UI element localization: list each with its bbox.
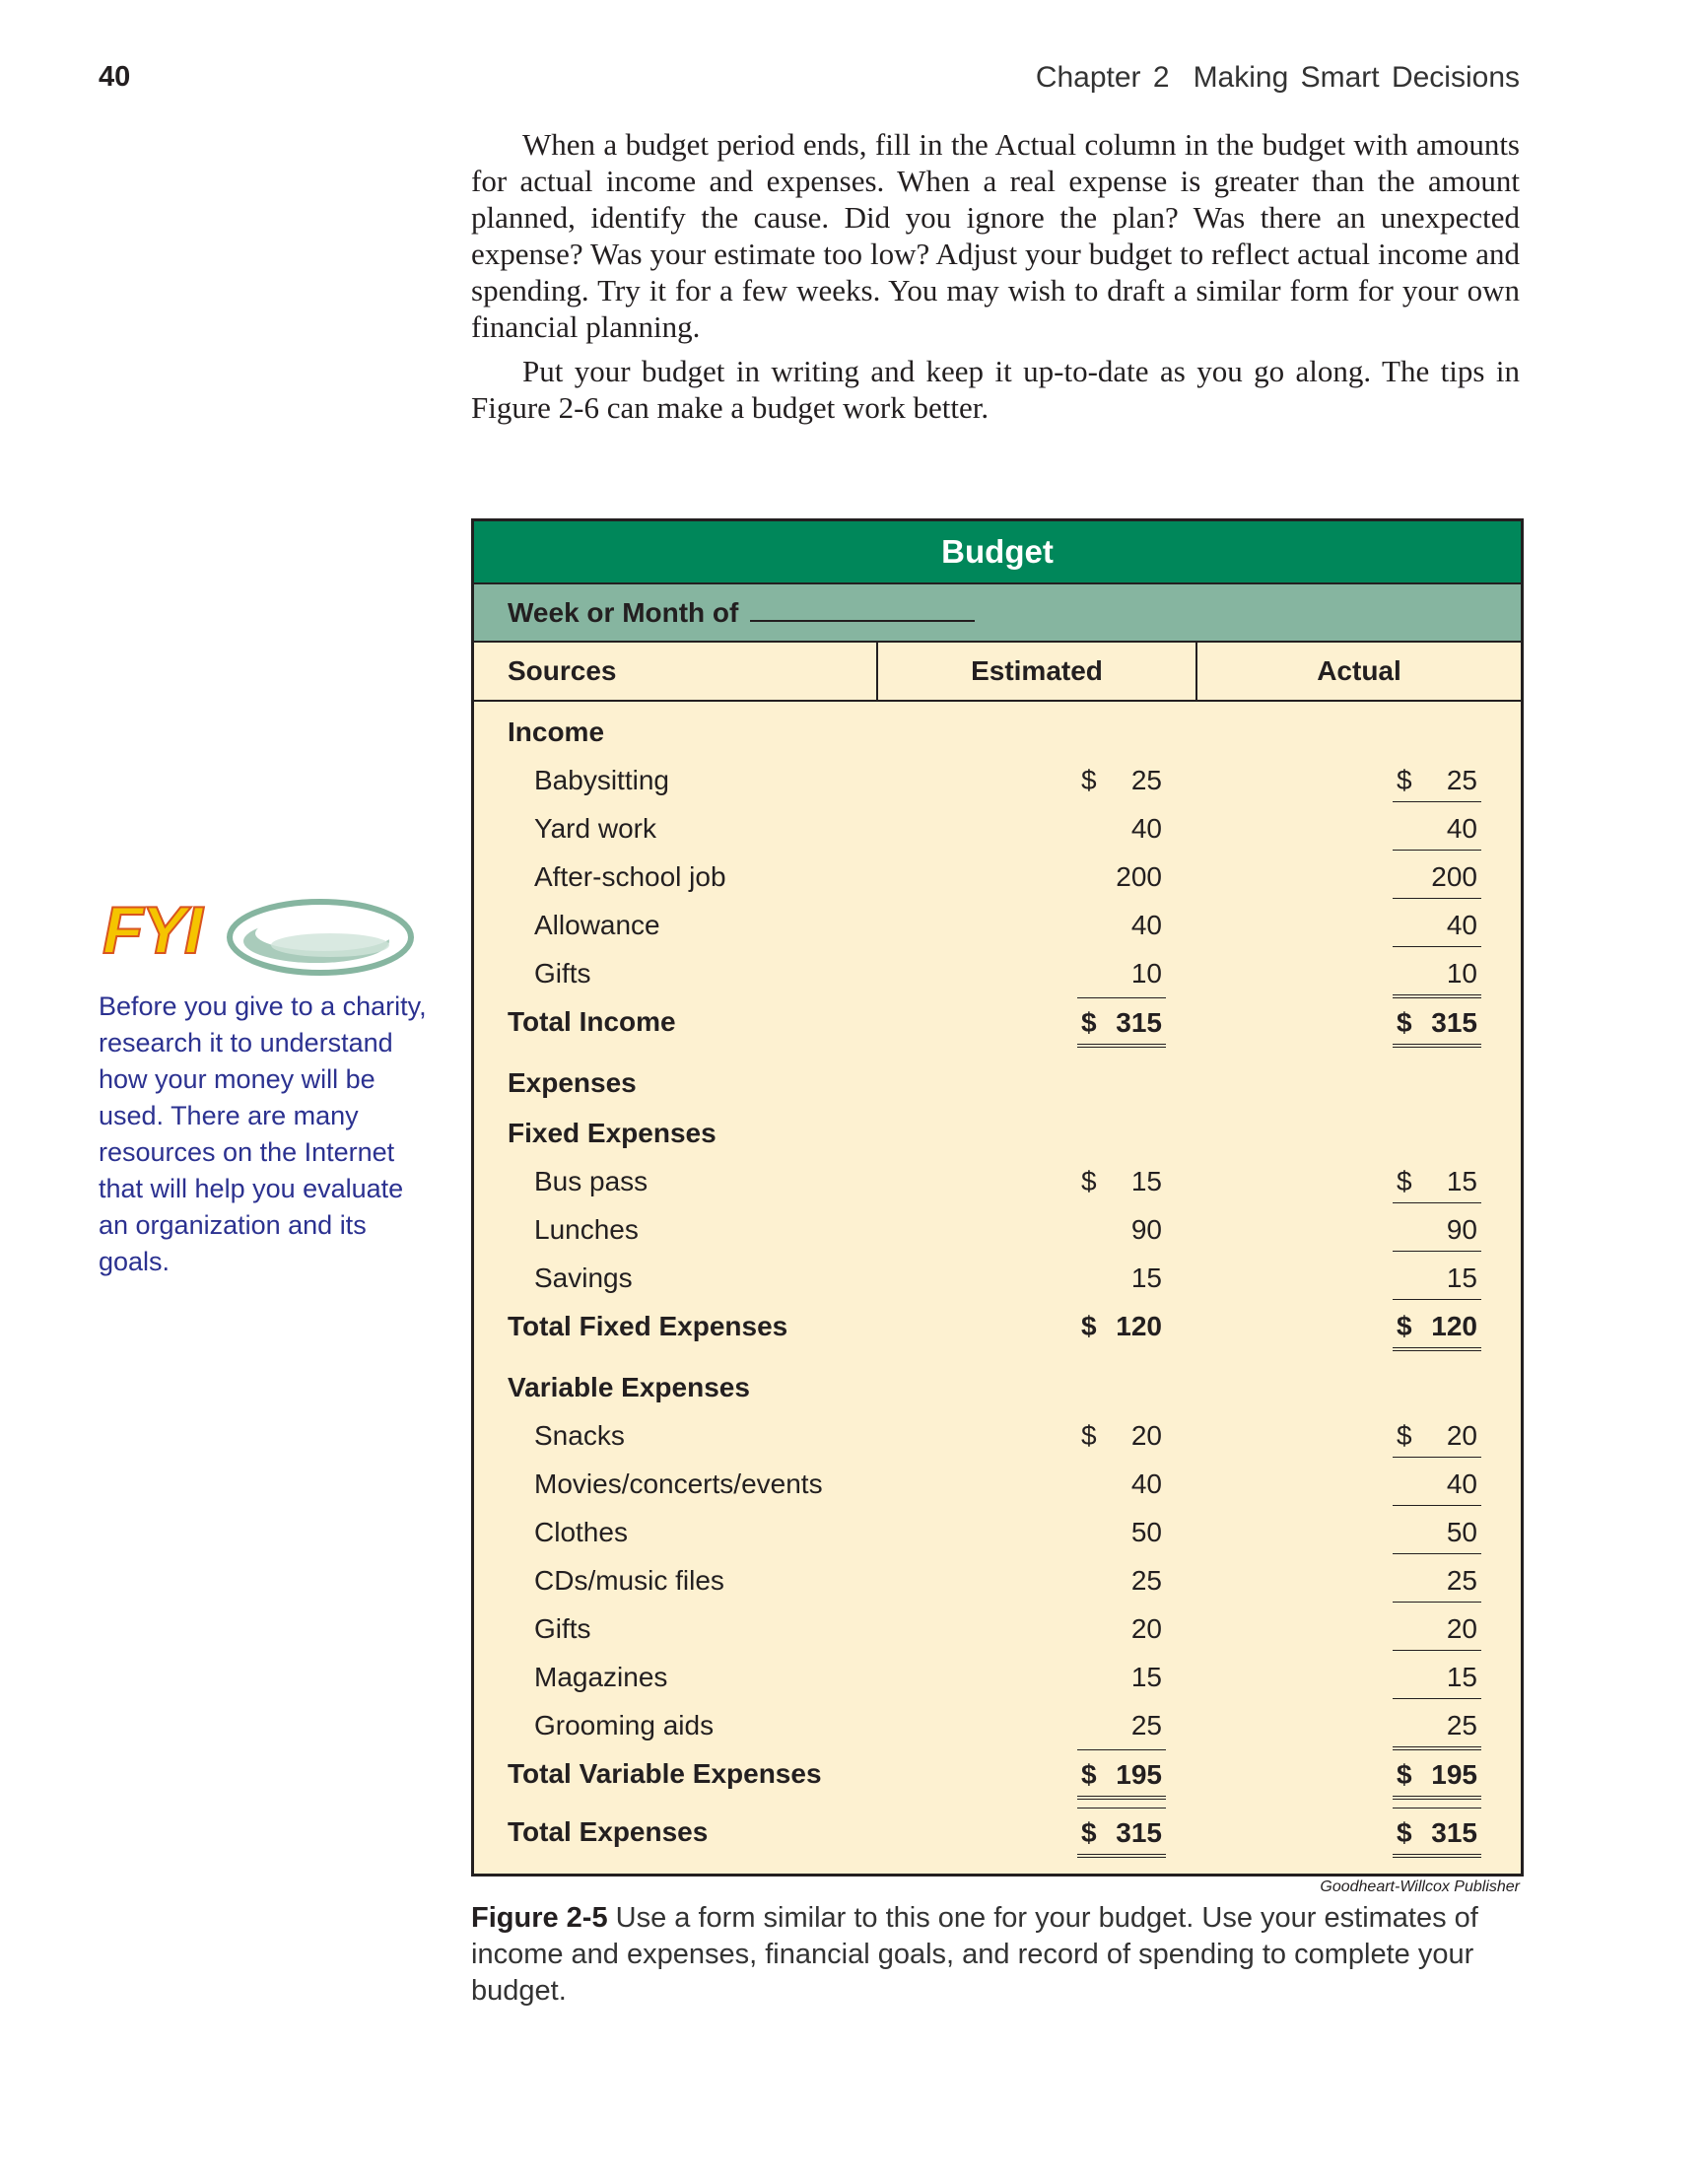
estimated-cell [1077,1653,1166,1698]
estimated-amount: 20 [1130,1420,1162,1451]
actual-amount: 15 [1446,1263,1477,1293]
actual-cell [1393,997,1481,1048]
dollar-sign: $ [1081,1311,1097,1341]
row-label: Movies/concerts/events [534,1468,823,1499]
section-heading-row [474,1109,1521,1157]
estimated-cell [1077,1157,1166,1202]
row-label: Grooming aids [534,1710,715,1740]
row-label: Gifts [534,1613,591,1644]
actual-amount: 20 [1446,1420,1477,1451]
estimated-amount: 195 [1116,1759,1162,1790]
row-label: Gifts [534,958,591,989]
actual-amount: 120 [1431,1311,1477,1341]
actual-cell [1393,1302,1481,1351]
actual-cell [1393,1157,1481,1203]
actual-amount: 315 [1431,1817,1477,1848]
actual-amount: 15 [1446,1166,1477,1196]
estimated-cell [1077,949,1166,994]
header-estimated: Estimated [878,643,1197,700]
estimated-cell [1077,1808,1166,1858]
budget-item-row [474,1604,1521,1653]
budget-total-row [474,1302,1521,1350]
actual-cell [1393,1460,1481,1506]
estimated-amount: 40 [1130,910,1162,940]
actual-amount: 25 [1446,765,1477,795]
budget-total-row [474,997,1521,1046]
fyi-text: Before you give to a charity, research it to understand how your money will be used. There are many resources on the Internet that will help you evaluate an organization and its goals. [99,991,427,1276]
dollar-sign: $ [1081,1759,1097,1790]
section-heading-row [474,1058,1521,1107]
estimated-amount: 40 [1130,813,1162,844]
actual-cell [1393,756,1481,802]
actual-cell [1393,1508,1481,1554]
header-actual: Actual [1317,655,1401,686]
row-label: Expenses [508,1067,637,1098]
row-label: CDs/music files [534,1565,724,1596]
estimated-cell [1077,756,1166,801]
actual-amount: 90 [1446,1214,1477,1245]
row-label: Bus pass [534,1166,649,1196]
estimated-cell [1077,1556,1166,1602]
actual-amount: 20 [1446,1613,1477,1644]
actual-cell [1393,1808,1481,1858]
estimated-cell [1077,1701,1166,1746]
figure-caption [471,1900,1520,2010]
dollar-sign: $ [1397,1420,1412,1451]
column-headers [474,643,1521,702]
row-label: Savings [534,1263,633,1293]
estimated-cell [1077,1302,1166,1347]
estimated-cell [1077,853,1166,898]
row-label: Magazines [534,1662,668,1692]
estimated-amount: 50 [1130,1517,1162,1547]
dollar-sign: $ [1397,1759,1412,1790]
dollar-sign: $ [1397,765,1412,795]
actual-amount: 40 [1446,813,1477,844]
row-label: After-school job [534,861,726,892]
actual-amount: 40 [1446,1468,1477,1499]
section-heading-row [474,708,1521,756]
running-head [1036,61,1520,95]
row-label: Total Fixed Expenses [508,1311,788,1341]
estimated-amount: 20 [1130,1613,1162,1644]
estimated-cell [1077,1508,1166,1553]
estimated-cell [1077,1254,1166,1299]
estimated-amount: 90 [1130,1214,1162,1245]
body-text [471,126,1520,434]
actual-amount: 15 [1446,1662,1477,1692]
row-label: Total Expenses [508,1816,709,1847]
estimated-amount: 15 [1130,1662,1162,1692]
actual-cell [1393,1653,1481,1699]
dollar-sign: $ [1081,1817,1097,1848]
estimated-amount: 25 [1130,1710,1162,1740]
body-paragraph: Put your budget in writing and keep it up-to-date as you go along. The tips in Figure 2-6 can make a budget work better. [471,354,1520,425]
fyi-logo [99,892,434,981]
budget-item-row [474,804,1521,853]
estimated-cell [1077,1749,1166,1800]
running-head-chapter: Chapter 2 [1035,61,1170,94]
page-number: 40 [99,61,131,93]
dollar-sign: $ [1081,765,1097,795]
budget-item-row [474,756,1521,804]
budget-item-row [474,949,1521,997]
actual-cell [1393,901,1481,947]
estimated-cell [1077,1205,1166,1251]
actual-amount: 25 [1446,1565,1477,1596]
dollar-sign: $ [1397,1817,1412,1848]
actual-amount: 25 [1446,1710,1477,1740]
running-head-title: Making Smart Decisions [1193,61,1520,94]
budget-item-row [474,1411,1521,1460]
budget-item-row [474,1653,1521,1701]
budget-total-row [474,1808,1521,1856]
week-or-month-row [474,584,1521,643]
row-label: Total Variable Expenses [508,1758,822,1789]
section-heading-row [474,1363,1521,1411]
dollar-sign: $ [1397,1166,1412,1196]
budget-item-row [474,853,1521,901]
swoosh-icon [222,888,419,987]
row-label: Snacks [534,1420,625,1451]
estimated-cell [1077,1411,1166,1457]
estimated-amount: 25 [1130,1565,1162,1596]
estimated-amount: 200 [1116,861,1162,892]
budget-item-row [474,1205,1521,1254]
estimated-amount: 15 [1130,1263,1162,1293]
estimated-cell [1077,1604,1166,1650]
estimated-amount: 15 [1130,1166,1162,1196]
estimated-amount: 40 [1130,1468,1162,1499]
actual-amount: 200 [1431,861,1477,892]
row-label: Yard work [534,813,656,844]
budget-item-row [474,1701,1521,1749]
dollar-sign: $ [1081,1166,1097,1196]
budget-item-row [474,1157,1521,1205]
budget-item-row [474,1556,1521,1604]
budget-item-row [474,901,1521,949]
row-label: Clothes [534,1517,628,1547]
week-blank-line [750,596,975,622]
actual-cell [1393,804,1481,851]
row-label: Babysitting [534,765,669,795]
row-label: Lunches [534,1214,639,1245]
figure-number: Figure 2-5 [471,1902,608,1934]
body-paragraph: When a budget period ends, fill in the Actual column in the budget with amounts for actual income and expenses. When a real expense is greater than the amount planned, identify the cause. Did you ignore the plan? Was there an unexpected expense? Was your estimate too low? Adjust your budget to reflect actual income and spending. Try it for a few weeks. You may wish to draft a similar form for your own financial planning. [471,127,1520,344]
estimated-cell [1077,901,1166,946]
actual-cell [1393,1205,1481,1252]
dollar-sign: $ [1081,1420,1097,1451]
actual-amount: 315 [1431,1007,1477,1038]
budget-item-row [474,1508,1521,1556]
actual-cell [1393,853,1481,899]
row-label: Total Income [508,1006,676,1037]
estimated-amount: 25 [1130,765,1162,795]
actual-cell [1393,1254,1481,1300]
fyi-logo-text: FYI [102,893,201,968]
actual-cell [1393,949,1481,995]
dollar-sign: $ [1397,1311,1412,1341]
budget-item-row [474,1460,1521,1508]
row-label: Fixed Expenses [508,1118,717,1148]
estimated-amount: 10 [1130,958,1162,989]
actual-amount: 50 [1446,1517,1477,1547]
budget-form [471,518,1524,1877]
estimated-amount: 315 [1116,1007,1162,1038]
estimated-amount: 315 [1116,1817,1162,1848]
actual-amount: 10 [1446,958,1477,989]
row-label: Income [508,717,605,747]
actual-cell [1393,1604,1481,1651]
row-label: Allowance [534,910,660,940]
caption-text: Use a form similar to this one for your budget. Use your estimates of income and expenses, financial goals, and record of spending to complete your budget. [471,1902,1478,2007]
photo-credit: Goodheart-Willcox Publisher [1320,1878,1520,1895]
actual-cell [1393,1411,1481,1458]
row-label: Variable Expenses [508,1372,750,1402]
fyi-sidebar [99,892,434,1280]
actual-cell [1393,1556,1481,1603]
actual-amount: 195 [1431,1759,1477,1790]
budget-item-row [474,1254,1521,1302]
budget-total-row [474,1749,1521,1798]
estimated-cell [1077,804,1166,850]
actual-amount: 40 [1446,910,1477,940]
header-sources: Sources [474,643,878,700]
actual-cell [1393,1749,1481,1800]
week-label: Week or Month of [508,597,739,628]
budget-title: Budget [474,521,1521,584]
actual-cell [1393,1701,1481,1747]
estimated-amount: 120 [1116,1311,1162,1341]
dollar-sign: $ [1081,1007,1097,1038]
estimated-cell [1077,997,1166,1048]
dollar-sign: $ [1397,1007,1412,1038]
estimated-cell [1077,1460,1166,1505]
